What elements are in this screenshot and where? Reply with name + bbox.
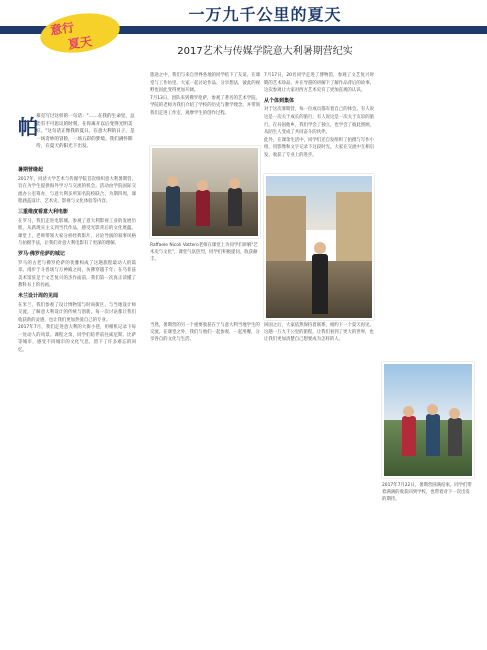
photo-group — [382, 362, 474, 478]
section-heading: 从个体到集体 — [264, 97, 295, 104]
paragraph: 在罗马，我们走进电影城，参观了意大利影视工业的发展历程，从新现实主义到当代作品，感受光影背后的文化底蕴。课堂上，老师带领大家分析经典影片，讨论导演的叙事风格与拍摄手法，让我们对意大利电影有了更深的理解。 — [18, 218, 136, 247]
intro-text: 慕克写过这样的一句话："……在我的生命里，总能有不可思议的时刻，在你离开以后变得光明美好。"这句话正像我的夏日。在意大利的日子，是一场奇妙的冒险，一场五彩的梦境。我们满怀期待，在夏天的阳光下出发。 — [36, 114, 135, 149]
column-3 — [264, 72, 374, 160]
drop-cap: 帕 — [18, 115, 38, 139]
intro-block — [18, 113, 136, 161]
paragraph: 此外，在课余生活中，同学们还自发组织了拍摄与写作小组，用影像和文字记录下这段时光。大家在交流中互相启发，收获了专业上的进步。 — [264, 137, 374, 158]
text-block: 回国之后，大家依然保持着联系，相约下一个夏天再见。这趟一万九千公里的旅程，让我们看到了更大的世界，也让我们更加清楚自己想要成为怎样的人。 — [264, 323, 374, 343]
logo-text-1: 意行 — [49, 20, 75, 38]
section-heading: 三重维度看意大利电影 — [18, 208, 69, 215]
paragraph: 7月13日，团队来到佛罗伦萨，参观了著名的艺术学院。学院的老师为我们介绍了学校的历史与教学理念，并带领我们走进工作室，观摩学生的创作过程。 — [150, 95, 260, 116]
paragraph: 对于这次暑期营，每一位成员都有着自己的体会。有人说这是一次关于成长的旅行，有人说这是一次关于友谊的旅行。在异国他乡，我们学会了独立，也学会了彼此照顾，从陌生人变成了共同奋斗的伙伴。 — [264, 107, 374, 136]
paragraph: 2017年，同济大学艺术与传媒学院首次组织意大利暑期营，旨在为学生提供海外学习与交流的机会。活动由学院国际交流办公室筹办，与意大利多所知名院校联合，为期四周，课程涵盖设计、艺术史、影视与文化体验等内容。 — [18, 176, 136, 205]
photo-caption: 2017年7月22日，暑期营圆满结束。同学们带着满满的收获回到学校，也带着对下一次出发的期待。 — [382, 483, 472, 503]
paragraph: 旅途之中，我们与来自世界各地的同学结下了友谊。在课堂与工作坊里，大家一起讨论作品、分享想法，彼此的视野也因此变得更加开阔。 — [150, 73, 260, 94]
paragraph: 2017年7月，我们走进意大利的大街小巷，用相机记录下每一处动人的风景。课程之余，同学们结伴前往威尼斯、比萨等城市，感受不同城市的文化气息，留下了许多难忘的回忆。 — [18, 325, 136, 354]
photo-street — [264, 174, 374, 320]
section-heading: 暑期营缘起 — [18, 167, 44, 173]
photo-caption: Raffaele Nicoli Vottero老师在课堂上为同学们讲解"艺术史与文化"，课堂气氛热烈，同学们积极提问，收获颇丰。 — [150, 243, 258, 263]
photo-classroom — [150, 146, 260, 238]
column-1 — [18, 164, 136, 355]
logo-text-2: 夏天 — [67, 34, 93, 52]
paragraph: 7月17日，20名同学走进了博物馆，参观了文艺复兴时期的艺术珍品，并在导游的讲解下了解作品背后的故事。这次参观让大家对西方艺术史有了更加直观的认识。 — [264, 73, 374, 94]
paragraph: 罗马的古老与佛罗伦萨的优雅构成了这趟旅程最动人的篇章。漫步于斗兽场与万神殿之间，仿佛穿越千年；在乌菲兹美术馆驻足于文艺复兴的杰作面前，我们第一次真正读懂了教科书上的名画。 — [18, 260, 136, 289]
section-heading: 米兰设计周的见闻 — [18, 292, 59, 299]
column-2 — [150, 72, 260, 118]
paragraph: 在米兰，我们参观了设计博物馆与时尚街区，与当地设计师交流，了解意大利设计的传统与创新。每一次讨论都让我们收获新的灵感，也让我们更加热爱自己的专业。 — [18, 302, 136, 323]
page-title: 一万九千公里的夏天 — [150, 2, 380, 25]
event-logo — [34, 12, 126, 54]
text-block: 当然，暑期营的另一个重要收获在于与意大利当地学生的交流。在课堂之外，我们与他们一起参观、一起用餐，分享各自的文化与生活。 — [150, 323, 260, 343]
page-subtitle: 2017艺术与传媒学院意大利暑期营纪实 — [177, 46, 353, 57]
section-heading: 罗马·佛罗伦萨的城记 — [18, 250, 65, 257]
